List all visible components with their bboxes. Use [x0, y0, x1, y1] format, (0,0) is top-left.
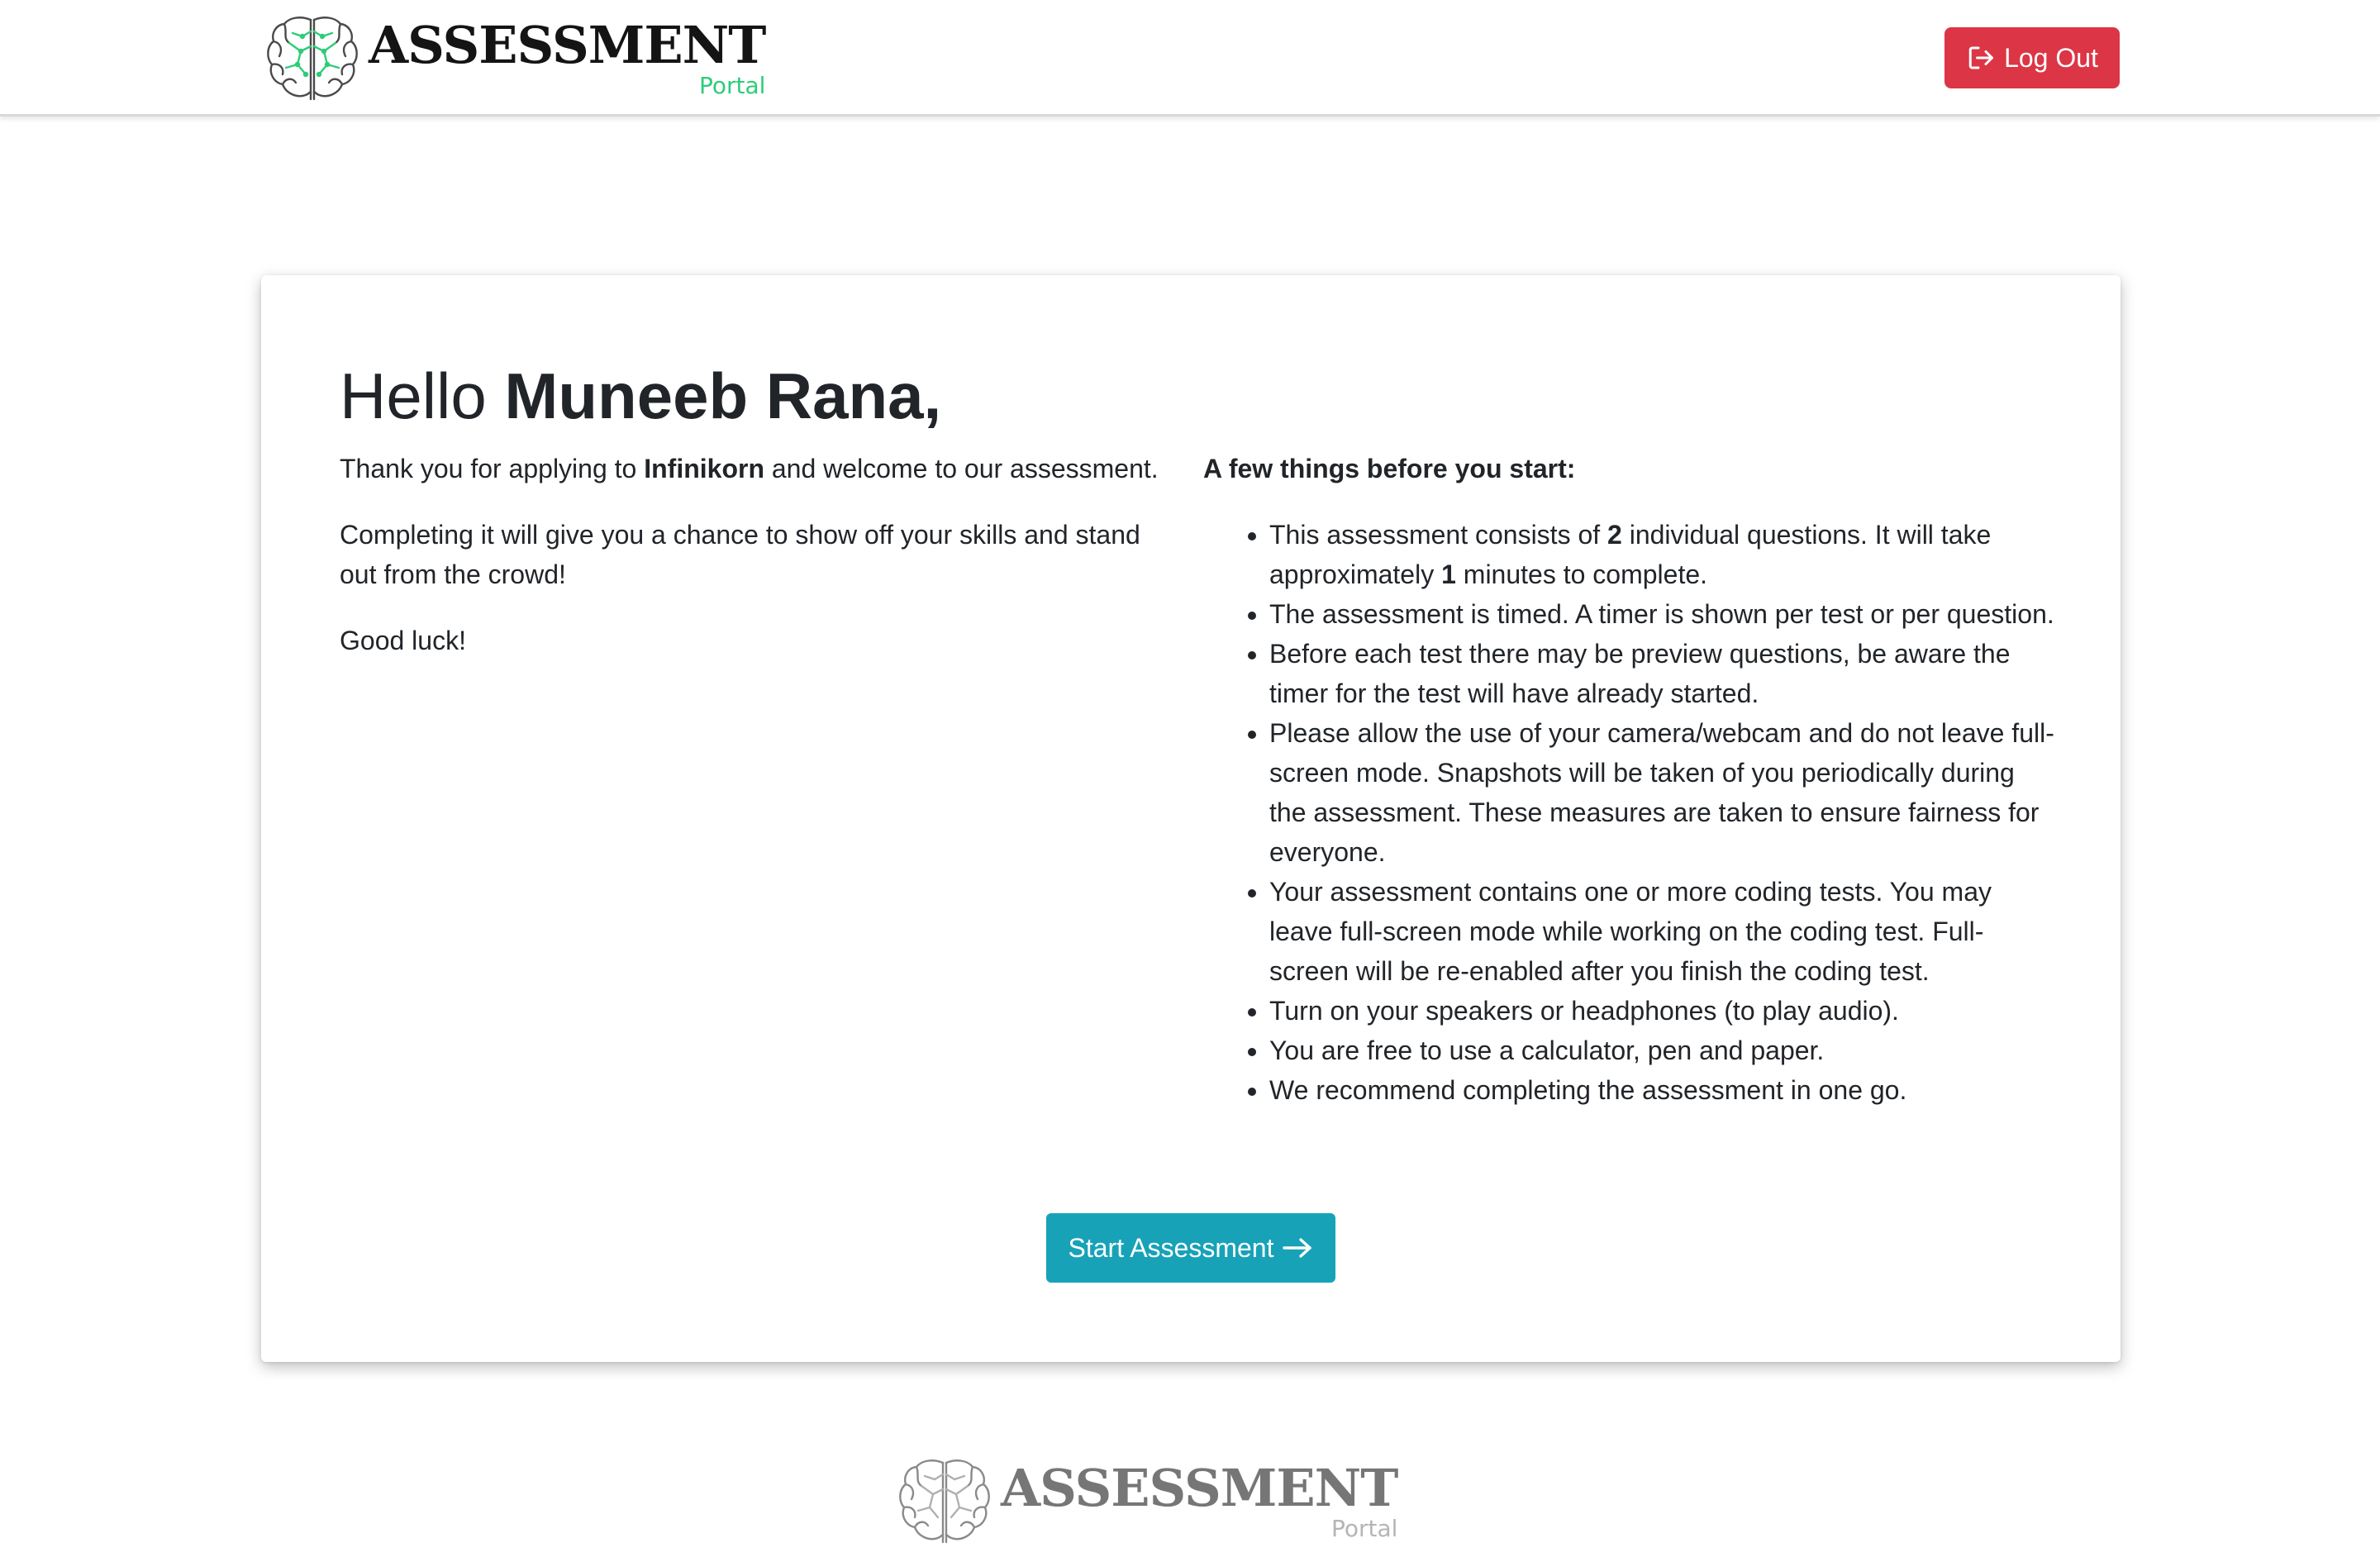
intro-text-after: and welcome to our assessment.	[764, 454, 1159, 483]
assessment-portal-logo[interactable]	[264, 13, 765, 104]
list-item: • Before each test there may be preview questions, be aware the timer for the test will have already started.	[1269, 634, 2054, 713]
list-item: • Turn on your speakers or headphones (to play audio).	[1269, 991, 2054, 1031]
start-assessment-label: Start Assessment	[1068, 1232, 1274, 1263]
logout-icon	[1966, 43, 1996, 73]
skills-paragraph: Completing it will give you a chance to show off your skills and stand out from the crowd!	[340, 520, 1140, 589]
good-luck-paragraph: Good luck!	[340, 626, 466, 655]
logo-text	[369, 15, 766, 99]
list-item	[1269, 515, 2054, 594]
brain-icon	[264, 13, 360, 104]
greeting-suffix: ,	[923, 359, 942, 432]
intro-text-before: Thank you for applying to	[340, 454, 645, 483]
list-item: • You are free to use a calculator, pen and paper.	[1269, 1031, 2054, 1070]
footer-logo-subtitle: Portal	[1330, 1515, 1398, 1542]
logo-subtitle: Portal	[698, 72, 766, 99]
footer-logo-text	[1001, 1458, 1398, 1542]
arrow-right-icon	[1282, 1236, 1313, 1260]
instructions-list	[1203, 515, 2054, 1110]
intro-column	[340, 449, 1166, 687]
greeting-prefix: Hello	[340, 359, 505, 432]
start-assessment-button[interactable]	[1046, 1213, 1335, 1283]
logo-wordmark: ASSESSMENT	[369, 15, 766, 75]
welcome-card	[261, 275, 2121, 1362]
top-navbar	[0, 0, 2380, 117]
instructions-heading: A few things before you start:	[1203, 454, 1576, 483]
minutes-count: 1	[1441, 559, 1456, 589]
list-item: • We recommend completing the assessment in one go.	[1269, 1070, 2054, 1110]
company-name: Infinikorn	[644, 454, 764, 483]
list-item: • Please allow the use of your camera/webcam and do not leave full-screen mode. Snapshots will be taken of you periodically during the assessment. These measures are taken to ensure fairness for everyone.	[1269, 713, 2054, 872]
candidate-name: Muneeb Rana	[504, 359, 924, 432]
logout-button-label: Log Out	[2004, 42, 2098, 73]
brain-icon	[897, 1456, 992, 1547]
question-count: 2	[1607, 520, 1622, 550]
logout-button[interactable]	[1944, 27, 2120, 88]
greeting-heading	[340, 358, 941, 436]
list-item: • The assessment is timed. A timer is shown per test or per question.	[1269, 594, 2054, 634]
intro-paragraph	[340, 449, 1166, 488]
list-item: • Your assessment contains one or more coding tests. You may leave full-screen mode while working on the coding test. Full-screen will be re-enabled after you finish the coding test.	[1269, 872, 2054, 991]
item1-text-b: individual questions. It will take approximately	[1269, 520, 1992, 589]
item1-text-a: This assessment consists of	[1269, 520, 1608, 550]
instructions-column	[1203, 449, 2054, 1110]
footer-logo-wordmark: ASSESSMENT	[1001, 1458, 1398, 1518]
footer-logo[interactable]	[897, 1456, 1397, 1547]
item1-text-c: minutes to complete.	[1455, 559, 1708, 589]
